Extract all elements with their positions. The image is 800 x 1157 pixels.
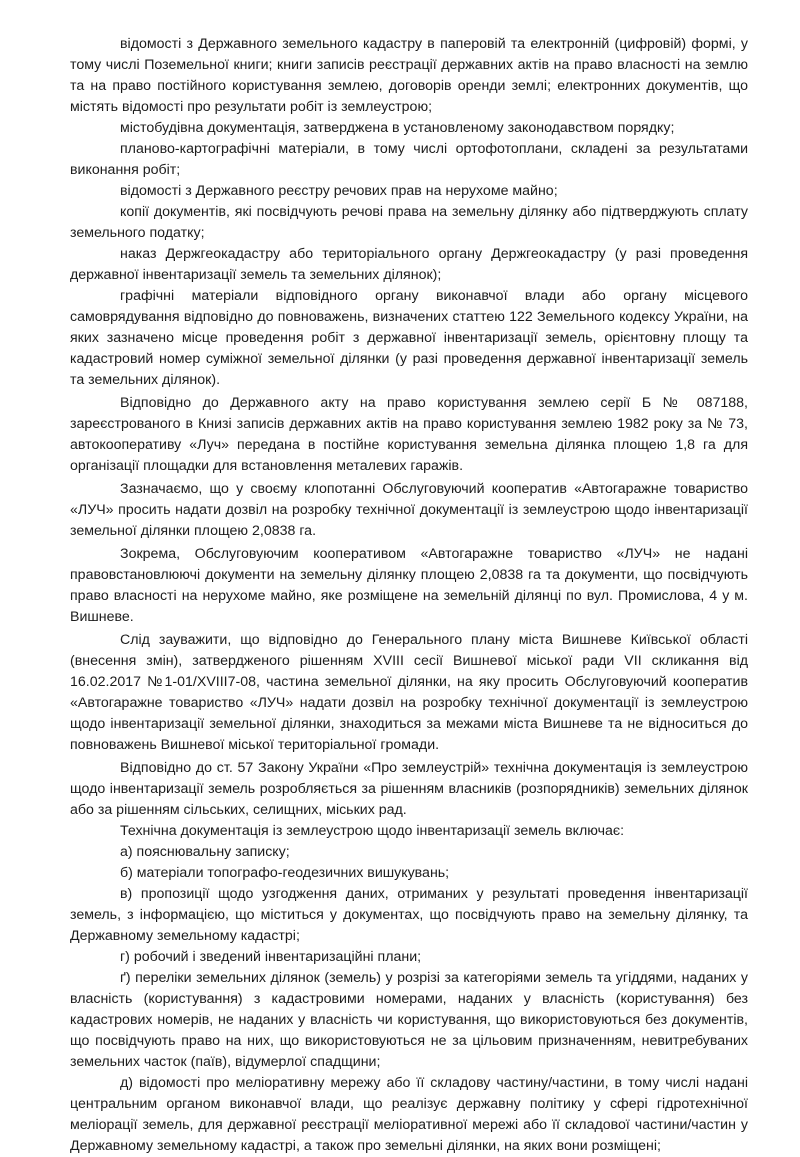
paragraph-includes: Технічна документація із землеустрою щодо інвентаризації земель включає: (120, 823, 625, 839)
paragraph-state-act: Відповідно до Державного акту на право користування землею серії Б № 087188, зареєстрованого в Книзі записів державних актів на право користування землею 1982 року за № 73, автокооперативу «Луч» передана в постійне користування земельна ділянка площею 1,8 га для організації площадки для встановлення металевих гаражів. (70, 395, 748, 474)
paragraph-not-provided: Зокрема, Обслуговуючим кооперативом «Автогаражне товариство «ЛУЧ» не надані правовстановлюючі документи на земельну ділянку площею 2,0838 га та документи, що посвідчують право власності на нерухоме майно, яке розміщене на земельній ділянці по вул. Промислова, 4 у м. Вишневе. (70, 546, 748, 625)
paragraph-law-article: Відповідно до ст. 57 Закону України «Про землеустрій» технічна документація із землеустрою щодо інвентаризації земель розробляється за рішенням власників (розпорядників) земельних ділянок або за рішенням сільських, селищних, міських рад. (70, 760, 748, 818)
paragraph-urban-planning: містобудівна документація, затверджена в установленому законодавством порядку; (120, 120, 675, 136)
paragraph-property-registry: відомості з Державного реєстру речових прав на нерухоме майно; (120, 183, 558, 199)
paragraph-order: наказ Держгеокадастру або територіального органу Держгеокадастру (у разі проведення державної інвентаризації земель та земельних ділянок); (70, 246, 748, 283)
list-item-b: б) матеріали топографо-геодезичних вишукувань; (120, 865, 450, 881)
list-item-d: д) відомості про меліоративну мережу або її складову частину/частини, в тому числі надані центральним органом виконавчої влади, що реалізує державну політику у сфері гідротехнічної меліорації земель, для державної реєстрації меліоративної мережі або її складової частини/частин у Державному земельному кадастрі, а також про земельні ділянки, на яких вони розміщені; (70, 1075, 748, 1154)
paragraph-copies: копії документів, які посвідчують речові права на земельну ділянку або підтверджують сплату земельного податку; (70, 204, 748, 241)
list-item-g: г) робочий і зведений інвентаризаційні плани; (120, 949, 422, 965)
paragraph-general-plan: Слід зауважити, що відповідно до Генерального плану міста Вишневе Київської області (внесення змін), затвердженого рішенням XVIII сесії Вишневої міської ради VII скликання від 16.02.2017 №1-01/XVIII7-08, частина земельної ділянки, на яку просить Обслуговуючий кооператив «Автогаражне товариство «ЛУЧ» надати дозвіл на розробку технічної документації із землеустрою щодо інвентаризації земельної ділянки, знаходиться за межами міста Вишневе та не відноситься до повноважень Вишневої міської територіальної громади. (70, 632, 748, 753)
paragraph-petition: Зазначаємо, що у своєму клопотанні Обслуговуючий кооператив «Автогаражне товариство «ЛУЧ» просить надати дозвіл на розробку технічної документації із землеустрою щодо інвентаризації земельної ділянки площею 2,0838 га. (70, 481, 748, 539)
list-item-v: в) пропозиції щодо узгодження даних, отриманих у результаті проведення інвентаризації земель, з інформацією, що міститься у документах, що посвідчують право на земельну ділянку, та Державному земельному кадастрі; (70, 886, 748, 944)
paragraph-cadastre-info: відомості з Державного земельного кадастру в паперовій та електронній (цифровій) формі, у тому числі Поземельної книги; книги записів реєстрації державних актів на право власності на землю та на право постійного користування землею, договорів оренди землі; електронних документів, що містять відомості про результати робіт із землеустрою; (70, 36, 748, 115)
paragraph-graphic-materials: графічні матеріали відповідного органу виконавчої влади або органу місцевого самоврядування відповідно до повноважень, визначених статтею 122 Земельного кодексу України, на яких зазначено місце проведення робіт з державної інвентаризації земель, орієнтовну площу та кадастровий номер суміжної земельної ділянки (у разі проведення державної інвентаризації земель та земельних ділянок). (70, 288, 748, 388)
list-item-a: а) пояснювальну записку; (120, 844, 290, 860)
paragraph-cartographic: планово-картографічні матеріали, в тому числі ортофотоплани, складені за результатами виконання робіт; (70, 141, 748, 178)
list-item-gh: ґ) переліки земельних ділянок (земель) у розрізі за категоріями земель та угіддями, наданих у власність (користування) з кадастровими номерами, наданих у власність (користування) без кадастрових номерів, не наданих у власність чи користування, що використовуються без документів, що посвідчують право на них, що використовуються не за цільовим призначенням, невитребуваних земельних часток (паїв), відумерлої спадщини; (70, 970, 748, 1070)
